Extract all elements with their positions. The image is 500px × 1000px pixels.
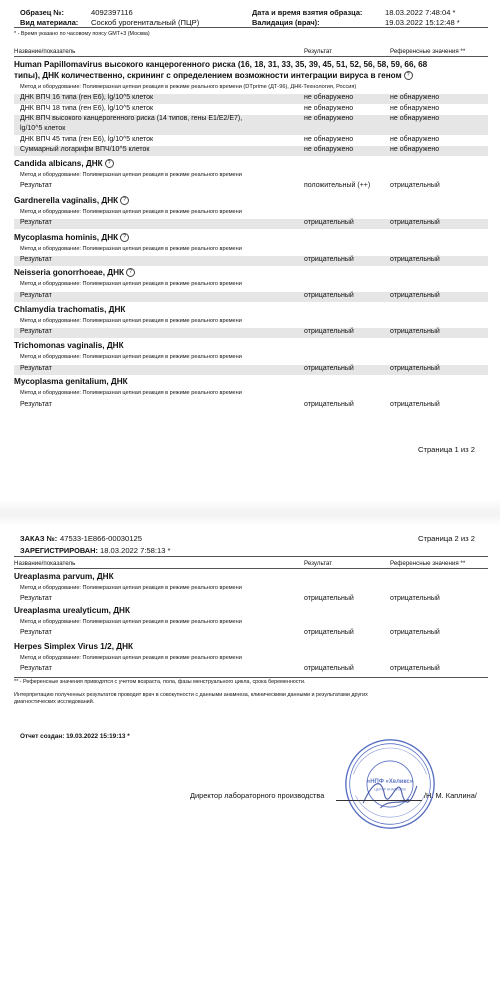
page-number: Страница 1 из 2 xyxy=(418,445,475,454)
row-reference: не обнаружено xyxy=(390,94,440,101)
test-title: Chlamydia trachomatis, ДНК xyxy=(14,305,126,314)
row-name: Результат xyxy=(20,665,52,672)
hpv-title-text: типы), ДНК количественно, скрининг с определением возможности интеграции вируса в геном xyxy=(14,71,402,80)
test-method: Метод и оборудование: Полимеразная цепная реакция в режиме реального времени xyxy=(20,246,242,252)
row-result: отрицательный xyxy=(304,629,354,636)
test-method: Метод и оборудование: Полимеразная цепная реакция в режиме реального времени xyxy=(20,619,242,625)
test-method: Метод и оборудование: Полимеразная цепная реакция в режиме реального времени xyxy=(20,354,242,360)
result-row xyxy=(14,328,488,338)
validation-value: 19.03.2022 15:12:48 * xyxy=(385,18,460,27)
row-result: не обнаружено xyxy=(304,94,354,101)
test-title: Ureaplasma parvum, ДНК xyxy=(14,572,114,581)
report-created: Отчет создан: 19.03.2022 15:19:13 * xyxy=(20,733,130,740)
page-separator xyxy=(0,500,500,526)
row-result: не обнаружено xyxy=(304,115,354,122)
column-header-name: Название/показатель xyxy=(14,48,76,55)
row-name: Результат xyxy=(20,595,52,602)
test-title xyxy=(14,268,135,277)
material-type-value: Соскоб урогенитальный (ПЦР) xyxy=(91,18,200,27)
test-method: Метод и оборудование: Полимеразная цепная реакция в режиме реального времени xyxy=(20,281,242,287)
table-row xyxy=(14,115,488,135)
row-result: не обнаружено xyxy=(304,136,354,143)
row-reference: отрицательный xyxy=(390,401,440,408)
laboratory-stamp xyxy=(342,736,438,832)
row-result: отрицательный xyxy=(304,665,354,672)
collection-date-value: 18.03.2022 7:48:04 * xyxy=(385,8,456,17)
table-row xyxy=(14,94,488,104)
info-icon[interactable]: ? xyxy=(126,268,135,277)
notes-divider xyxy=(14,677,488,678)
test-method: Метод и оборудование: Полимеразная цепная реакция в режиме реального времени xyxy=(20,655,242,661)
collection-date-label: Дата и время взятия образца: xyxy=(252,8,363,17)
row-name: Результат xyxy=(20,256,52,263)
row-name: Результат xyxy=(20,219,52,226)
signature-line xyxy=(336,800,422,801)
table-row xyxy=(14,136,488,146)
hpv-title-line2 xyxy=(14,71,413,80)
row-result: отрицательный xyxy=(304,595,354,602)
column-header-result: Результат xyxy=(304,560,333,567)
row-reference: отрицательный xyxy=(390,665,440,672)
column-header-divider xyxy=(14,56,488,57)
row-result: не обнаружено xyxy=(304,105,354,112)
row-reference: отрицательный xyxy=(390,292,440,299)
row-reference: отрицательный xyxy=(390,365,440,372)
material-type-label: Вид материала: xyxy=(20,18,79,27)
director-name: /Н. М. Каплина/ xyxy=(424,791,477,800)
row-result: отрицательный xyxy=(304,219,354,226)
interpretation-line1: Интерпретацию полученных результатов проводит врач в совокупности с данными анамнеза, клиническими данными и результатами других xyxy=(14,692,368,698)
row-name: Результат xyxy=(20,182,52,189)
sample-number-value: 4092397116 xyxy=(91,8,133,17)
result-row xyxy=(14,629,488,639)
column-header-result: Результат xyxy=(304,48,333,55)
result-row xyxy=(14,292,488,302)
test-title xyxy=(14,233,129,242)
timezone-note: * - Время указано по часовому поясу GMT+3 (Москва) xyxy=(14,31,150,37)
info-icon[interactable]: ? xyxy=(120,196,129,205)
header-divider xyxy=(14,556,488,557)
hpv-method: Метод и оборудование: Полимеразная цепная реакция в режиме реального времени (DTprime (ДТ-96), ДНК-Технология, Россия) xyxy=(20,84,357,90)
test-title-text: Candida albicans, ДНК xyxy=(14,159,103,168)
row-reference: не обнаружено xyxy=(390,146,440,153)
test-title: Ureaplasma urealyticum, ДНК xyxy=(14,606,130,615)
row-result: положительный (++) xyxy=(304,182,371,189)
result-row xyxy=(14,219,488,229)
reference-note: ** - Референсные значения приводятся с учетом возраста, пола, фазы менструального цикла, срока беременности. xyxy=(14,679,306,685)
row-reference: отрицательный xyxy=(390,629,440,636)
info-icon[interactable]: ? xyxy=(404,71,413,80)
order-number-label: ЗАКАЗ №: xyxy=(20,534,58,543)
order-number-value: 47533-1E866-00030125 xyxy=(60,534,142,543)
info-icon[interactable]: ? xyxy=(105,159,114,168)
test-method: Метод и оборудование: Полимеразная цепная реакция в режиме реального времени xyxy=(20,318,242,324)
row-reference: отрицательный xyxy=(390,256,440,263)
test-title-text: Mycoplasma hominis, ДНК xyxy=(14,233,119,242)
column-header-reference: Референсные значения ** xyxy=(390,48,466,55)
row-name: ДНК ВПЧ 18 типа (ген E6), lg/10^5 клеток xyxy=(20,105,154,112)
row-name: ДНК ВПЧ 45 типа (ген E6), lg/10^5 клеток xyxy=(20,136,154,143)
test-method: Метод и оборудование: Полимеразная цепная реакция в режиме реального времени xyxy=(20,390,242,396)
test-title-text: Neisseria gonorrhoeae, ДНК xyxy=(14,268,125,277)
header-divider xyxy=(14,27,488,28)
stamp-center-text: «НПФ «Хеликс» xyxy=(366,779,414,786)
hpv-title-line1: Human Papillomavirus высокого канцерогенного риска (16, 18, 31, 33, 35, 39, 45, 51, 52, 56, 58, 59, 66, 68 xyxy=(14,60,428,69)
row-result: отрицательный xyxy=(304,401,354,408)
column-header-divider xyxy=(14,568,488,569)
row-result: отрицательный xyxy=(304,256,354,263)
test-title: Mycoplasma genitalium, ДНК xyxy=(14,377,128,386)
table-row xyxy=(14,146,488,156)
registered-value: 18.03.2022 7:58:13 * xyxy=(100,546,171,555)
row-reference: отрицательный xyxy=(390,219,440,226)
column-header-name: Название/показатель xyxy=(14,560,76,567)
row-name: Результат xyxy=(20,401,52,408)
test-title xyxy=(14,159,114,168)
row-name: Результат xyxy=(20,365,52,372)
result-row xyxy=(14,365,488,375)
result-row xyxy=(14,401,488,411)
registered-label: ЗАРЕГИСТРИРОВАН: xyxy=(20,546,98,555)
row-name: Суммарный логарифм ВПЧ/10^5 клеток xyxy=(20,146,150,153)
row-result: не обнаружено xyxy=(304,146,354,153)
result-row xyxy=(14,665,488,675)
row-reference: отрицательный xyxy=(390,595,440,602)
test-method: Метод и оборудование: Полимеразная цепная реакция в режиме реального времени xyxy=(20,172,242,178)
row-name-continued: lg/10^5 клеток xyxy=(20,125,66,132)
row-reference: не обнаружено xyxy=(390,105,440,112)
stamp-sub-text: ЦЕНТР АНАЛИЗОВ xyxy=(374,787,406,792)
row-result: отрицательный xyxy=(304,365,354,372)
row-reference: не обнаружено xyxy=(390,136,440,143)
row-name: Результат xyxy=(20,328,52,335)
interpretation-line2: диагностических исследований. xyxy=(14,699,95,705)
row-reference: не обнаружено xyxy=(390,115,440,122)
test-title xyxy=(14,196,129,205)
page-number: Страница 2 из 2 xyxy=(418,534,475,543)
row-result: отрицательный xyxy=(304,328,354,335)
test-title: Herpes Simplex Virus 1/2, ДНК xyxy=(14,642,133,651)
test-method: Метод и оборудование: Полимеразная цепная реакция в режиме реального времени xyxy=(20,209,242,215)
row-reference: отрицательный xyxy=(390,328,440,335)
table-row xyxy=(14,105,488,115)
row-name: Результат xyxy=(20,629,52,636)
row-reference: отрицательный xyxy=(390,182,440,189)
row-name: ДНК ВПЧ высокого канцерогенного риска (14 типов, гены E1/E2/E7), xyxy=(20,115,243,122)
row-name: Результат xyxy=(20,292,52,299)
row-name: ДНК ВПЧ 16 типа (ген E6), lg/10^5 клеток xyxy=(20,94,154,101)
info-icon[interactable]: ? xyxy=(120,233,129,242)
result-row xyxy=(14,256,488,266)
director-label: Директор лабораторного производства xyxy=(190,791,325,800)
test-title-text: Gardnerella vaginalis, ДНК xyxy=(14,196,119,205)
test-title: Trichomonas vaginalis, ДНК xyxy=(14,341,124,350)
row-result: отрицательный xyxy=(304,292,354,299)
sample-number-label: Образец №: xyxy=(20,8,65,17)
test-method: Метод и оборудование: Полимеразная цепная реакция в режиме реального времени xyxy=(20,585,242,591)
result-row xyxy=(14,182,488,192)
column-header-reference: Референсные значения ** xyxy=(390,560,466,567)
validation-label: Валидация (врач): xyxy=(252,18,320,27)
result-row xyxy=(14,595,488,605)
